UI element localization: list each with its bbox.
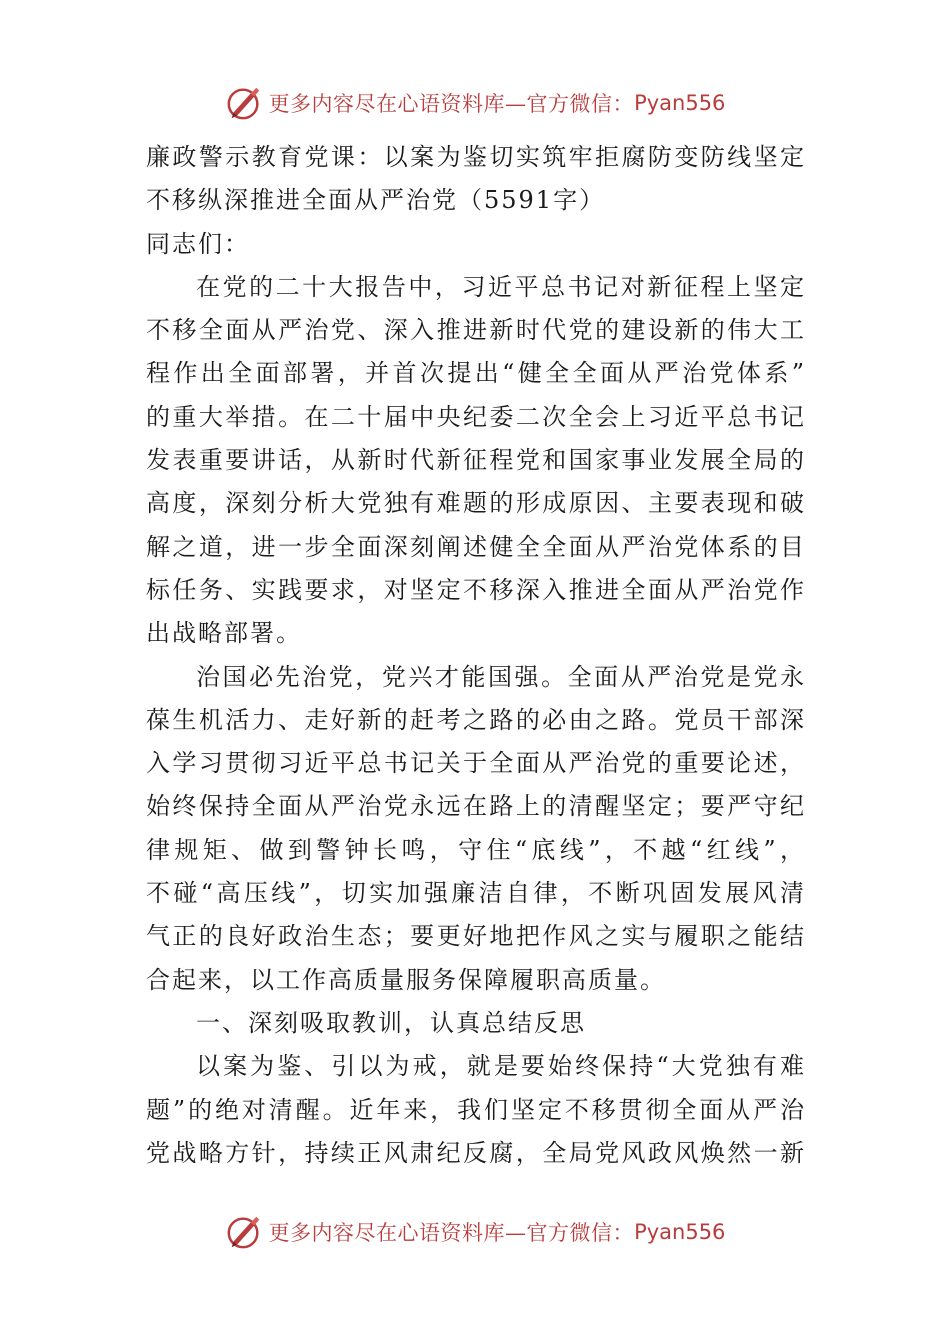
pen-logo-icon [225,84,263,122]
paragraph-line: 解之道，进一步全面深刻阐述健全全面从严治党体系的目 [146,532,806,561]
section-heading-1: 一、深刻吸取教训，认真总结反思 [196,1008,586,1037]
paragraph-line: 不移全面从严治党、深入推进新时代党的建设新的伟大工 [146,316,806,345]
paragraph-line: 不碰“高压线”，切实加强廉洁自律，不断巩固发展风清 [146,879,806,908]
paragraph-line: 发表重要讲话，从新时代新征程党和国家事业发展全局的 [146,446,806,475]
paragraph-line: 出战略部署。 [146,619,302,648]
footer-watermark-banner [0,1212,950,1252]
paragraph-line: 的重大举措。在二十届中央纪委二次全会上习近平总书记 [146,402,806,431]
paragraph-line: 以案为鉴、引以为戒，就是要始终保持“大党独有难 [196,1052,806,1081]
paragraph-line: 标任务、实践要求，对坚定不移深入推进全面从严治党作 [146,575,806,604]
banner-wechat-id: Pyan556 [634,1220,726,1244]
document-body [146,136,806,1175]
banner-text: 更多内容尽在心语资料库—官方微信： [268,92,635,116]
salutation: 同志们： [146,229,250,258]
header-watermark-banner [0,83,950,123]
paragraph-line: 葆生机活力、走好新的赶考之路的必由之路。党员干部深 [146,705,806,734]
paragraph-line: 气正的良好政治生态；要更好地把作风之实与履职之能结 [146,922,806,951]
paragraph-line: 始终保持全面从严治党永远在路上的清醒坚定；要严守纪 [146,792,806,821]
document-title-line-2: 不移纵深推进全面从严治党（5591字） [146,186,606,215]
banner-wechat-id: Pyan556 [634,91,726,115]
paragraph-1 [146,266,806,656]
pen-logo-icon [225,1213,263,1251]
paragraph-line: 党战略方针，持续正风肃纪反腐，全局党风政风焕然一新 [146,1138,806,1167]
paragraph-line: 入学习贯彻习近平总书记关于全面从严治党的重要论述， [146,749,806,778]
banner-text: 更多内容尽在心语资料库—官方微信： [268,1221,635,1245]
paragraph-line: 治国必先治党，党兴才能国强。全面从严治党是党永 [196,662,806,691]
paragraph-line: 合起来，以工作高质量服务保障履职高质量。 [146,965,666,994]
paragraph-line: 程作出全面部署，并首次提出“健全全面从严治党体系” [146,359,806,388]
paragraph-2 [146,656,806,1002]
paragraph-line: 在党的二十大报告中，习近平总书记对新征程上坚定 [196,272,806,301]
paragraph-3 [146,1045,806,1175]
paragraph-line: 律规矩、做到警钟长鸣，守住“底线”，不越“红线”， [146,835,806,864]
document-title-line-1: 廉政警示教育党课：以案为鉴切实筑牢拒腐防变防线坚定 [146,143,806,171]
paragraph-line: 题”的绝对清醒。近年来，我们坚定不移贯彻全面从严治 [146,1095,806,1124]
paragraph-line: 高度，深刻分析大党独有难题的形成原因、主要表现和破 [146,489,806,518]
